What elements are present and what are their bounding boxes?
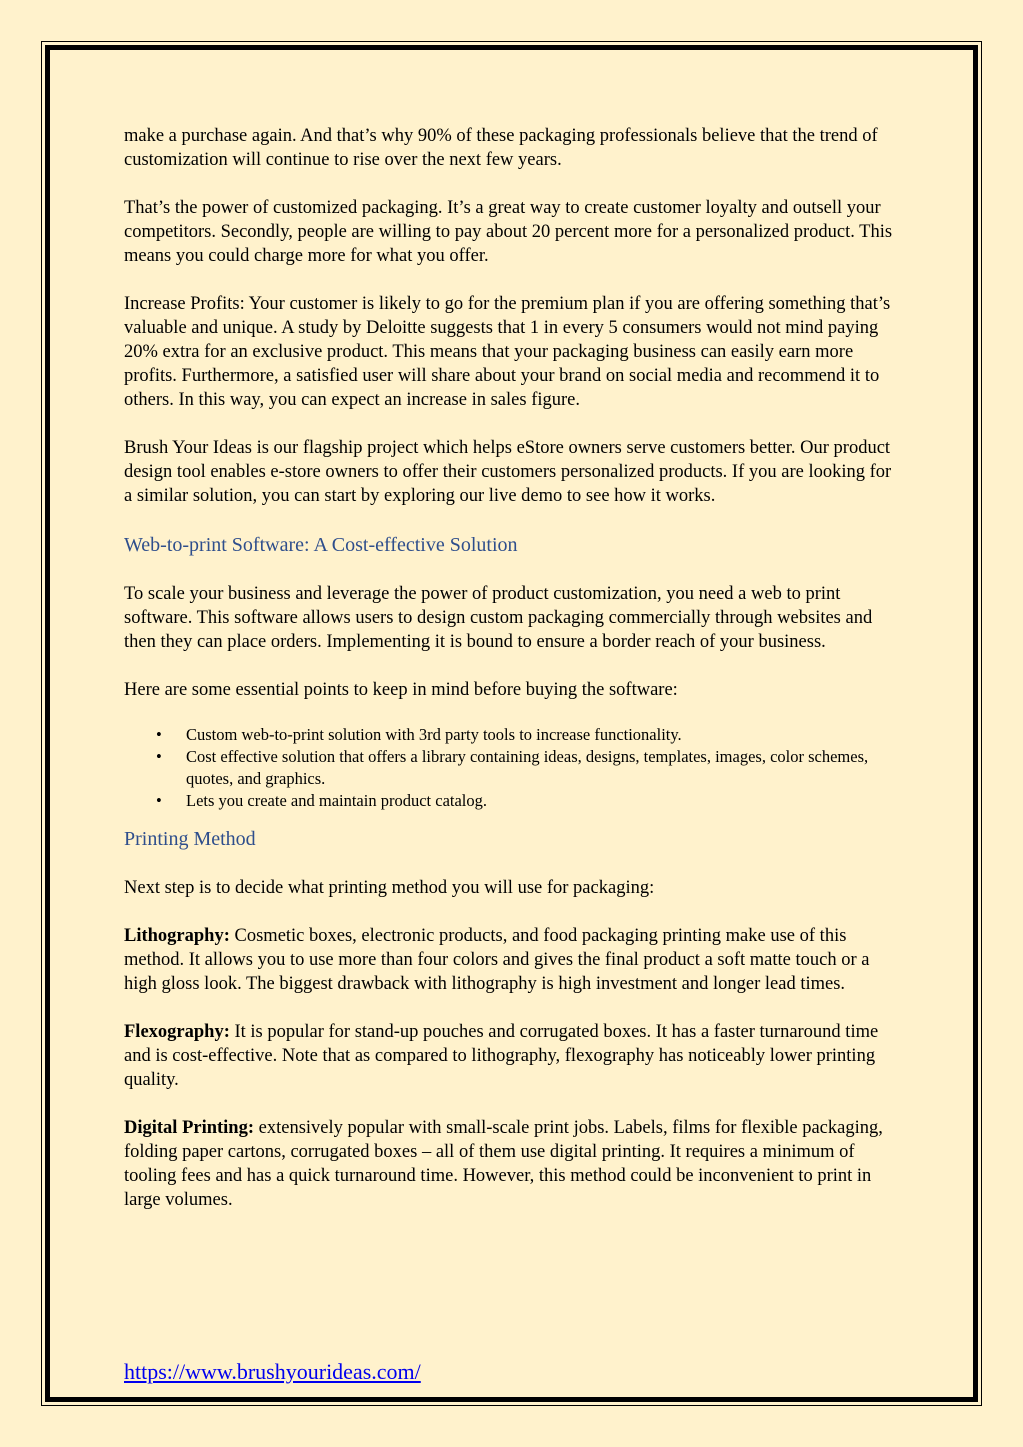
bullet-icon: • xyxy=(156,725,162,744)
lithography-label: Lithography: xyxy=(124,926,230,946)
bullet-icon: • xyxy=(156,747,162,766)
bullet-icon: • xyxy=(156,791,162,810)
list-item-text: Cost effective solution that offers a library containing ideas, designs, templates, images, color schemes, quotes, and graphics. xyxy=(186,747,869,788)
bullet-list xyxy=(124,724,904,812)
digital-printing-label: Digital Printing: xyxy=(124,1118,255,1138)
paragraph-essential-points: Here are some essential points to keep in mind before buying the software: xyxy=(124,680,678,700)
digital-printing-text: extensively popular with small-scale print jobs. Labels, films for flexible packaging, folding paper cartons, corrugated boxes – all of them use digital printing. It requires a minimum of tooling fees and has a quick turnaround time. However, this method could be inconvenient to print in large volumes. xyxy=(124,1118,883,1210)
flexography-label: Flexography: xyxy=(124,1022,230,1042)
section-heading-printing-method: Printing Method xyxy=(124,828,256,850)
section-heading-web-to-print: Web-to-print Software: A Cost-effective Solution xyxy=(124,534,518,556)
list-item-text: Custom web-to-print solution with 3rd party tools to increase functionality. xyxy=(186,725,682,744)
paragraph-brush-your-ideas: Brush Your Ideas is our flagship project which helps eStore owners serve customers better. Our product design tool enables e-store owners to offer their customers personalized products. If you are looking for a similar solution, you can start by exploring our live demo to see how it works. xyxy=(124,438,892,506)
paragraph-flexography xyxy=(124,1020,904,1092)
website-link[interactable]: https://www.brushyourideas.com/ xyxy=(124,1359,421,1384)
paragraph-scale-business: To scale your business and leverage the power of product customization, you need a web to print software. This software allows users to design custom packaging commercially through websites and then they can place orders. Implementing it is bound to ensure a border reach of your business. xyxy=(124,584,873,652)
paragraph-increase-profits: Increase Profits: Your customer is likely to go for the premium plan if you are offering something that’s valuable and unique. A study by Deloitte suggests that 1 in every 5 consumers would not mind paying 20% extra for an exclusive product. This means that your packaging business can easily earn more profits. Furthermore, a satisfied user will share about your brand on social media and recommend it to others. In this way, you can expect an increase in sales figure. xyxy=(124,294,891,410)
document-body xyxy=(124,124,904,1236)
list-item xyxy=(124,724,904,746)
paragraph-customized-packaging: That’s the power of customized packaging. It’s a great way to create customer loyalty and outsell your competitors. Secondly, people are willing to pay about 20 percent more for a personalized product. This means you could charge more for what you offer. xyxy=(124,198,893,266)
list-item-text: Lets you create and maintain product catalog. xyxy=(186,791,488,810)
paragraph-lithography xyxy=(124,924,904,996)
paragraph-digital-printing xyxy=(124,1116,904,1212)
lithography-text: Cosmetic boxes, electronic products, and food packaging printing make use of this method. It allows you to use more than four colors and gives the final product a soft matte touch or a high gloss look. The biggest drawback with lithography is high investment and longer lead times. xyxy=(124,926,870,994)
list-item xyxy=(124,746,904,790)
flexography-text: It is popular for stand-up pouches and corrugated boxes. It has a faster turnaround time and is cost-effective. Note that as compared to lithography, flexography has noticeably lower printing quality. xyxy=(124,1022,879,1090)
list-item xyxy=(124,790,904,812)
paragraph-next-step: Next step is to decide what printing method you will use for packaging: xyxy=(124,878,655,898)
paragraph-intro: make a purchase again. And that’s why 90% of these packaging professionals believe that the trend of customization will continue to rise over the next few years. xyxy=(124,126,878,170)
